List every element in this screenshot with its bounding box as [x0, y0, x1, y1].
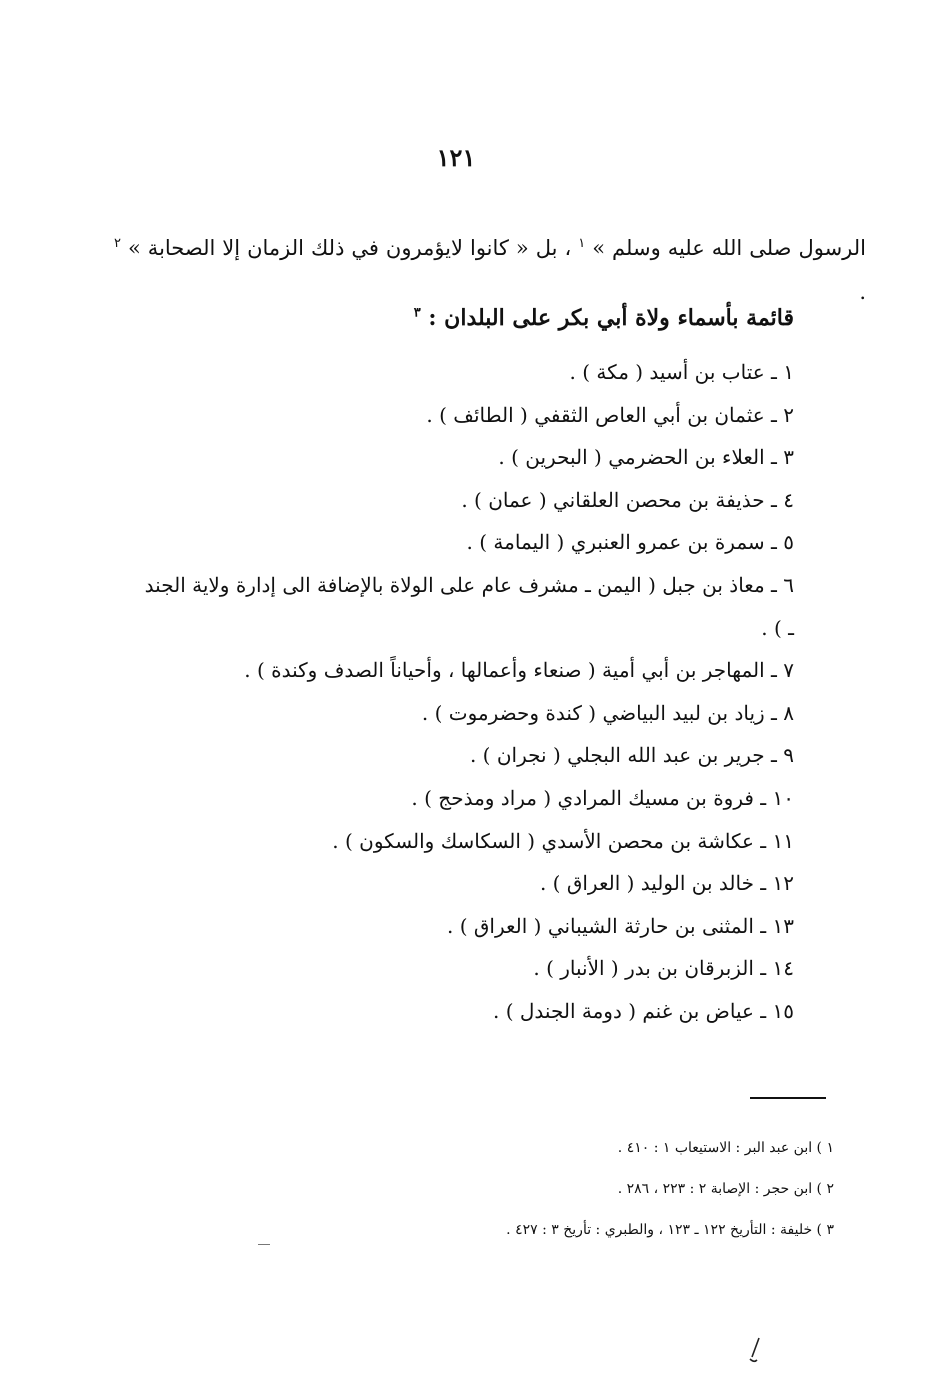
list-item: ١ ـ عتاب بن أسيد ( مكة ) .: [569, 360, 794, 384]
list-heading-text: قائمة بأسماء ولاة أبي بكر على البلدان :: [420, 305, 794, 331]
list-item: ١٤ ـ الزبرقان بن بدر ( الأنبار ) .: [533, 956, 794, 981]
footnote-divider: [750, 1097, 826, 1099]
list-item: ٩ ـ جرير بن عبد الله البجلي ( نجران ) .: [469, 743, 794, 768]
footnotes-list: [134, 1128, 834, 1251]
intro-text-1: الرسول صلى الله عليه وسلم »: [585, 236, 866, 260]
footnote-ref-3: ٣: [413, 305, 421, 321]
list-item: ١٥ ـ عياض بن غنم ( دومة الجندل ) .: [493, 998, 794, 1023]
list-item: ٤ ـ حذيفة بن محصن العلقاني ( عمان ) .: [461, 487, 794, 512]
governors-list: [134, 351, 794, 1033]
list-item: ١٣ ـ المثنى بن حارثة الشيباني ( العراق ) .: [447, 913, 794, 938]
footnote-ref-1: ١: [578, 236, 586, 251]
list-heading: [414, 305, 794, 331]
intro-text-2: ، بل « كانوا لايؤمرون في ذلك الزمان إلا الصحابة »: [120, 236, 579, 260]
intro-paragraph: [114, 222, 866, 314]
pen-mark-icon: [745, 1335, 765, 1365]
list-item: ٥ ـ سمرة بن عمرو العنبري ( اليمامة ) .: [466, 530, 794, 555]
list-item: ٧ ـ المهاجر بن أبي أمية ( صنعاء وأعمالها ، وأحياناً الصدف وكندة ) .: [244, 658, 794, 683]
footnote: ٢ ) ابن حجر : الإصابة ٢ : ٢٢٣ ، ٢٨٦ .: [617, 1181, 834, 1197]
intro-text-end: .: [859, 280, 866, 304]
list-item: ١٢ ـ خالد بن الوليد ( العراق ) .: [539, 871, 794, 896]
list-item: ١١ ـ عكاشة بن محصن الأسدي ( السكاسك والسكون ) .: [332, 828, 794, 853]
footnote-ref-2: ٢: [114, 236, 121, 251]
footnote: ١ ) ابن عبد البر : الاستيعاب ١ : ٤١٠ .: [617, 1140, 834, 1156]
page-number: ١٢١: [436, 143, 476, 172]
list-item: ٨ ـ زياد بن لبيد البياضي ( كندة وحضرموت ) .: [421, 700, 794, 725]
list-item: ١٠ ـ فروة بن مسيك المرادي ( مراد ومذحج ) .: [411, 785, 794, 810]
list-item: ٣ ـ العلاء بن الحضرمي ( البحرين ) .: [498, 445, 794, 470]
footnote: ٣ ) خليفة : التأريخ ١٢٢ ـ ١٢٣ ، والطبري : تأريخ ٣ : ٤٢٧ .: [506, 1222, 834, 1238]
scan-mark: [258, 1244, 270, 1245]
list-item: ٢ ـ عثمان بن أبي العاص الثقفي ( الطائف ) .: [426, 402, 794, 427]
list-item: ٦ ـ معاذ بن جبل ( اليمن ـ مشرف عام على الولاة بالإضافة الى إدارة ولاية الجند ـ ) .: [144, 572, 794, 640]
